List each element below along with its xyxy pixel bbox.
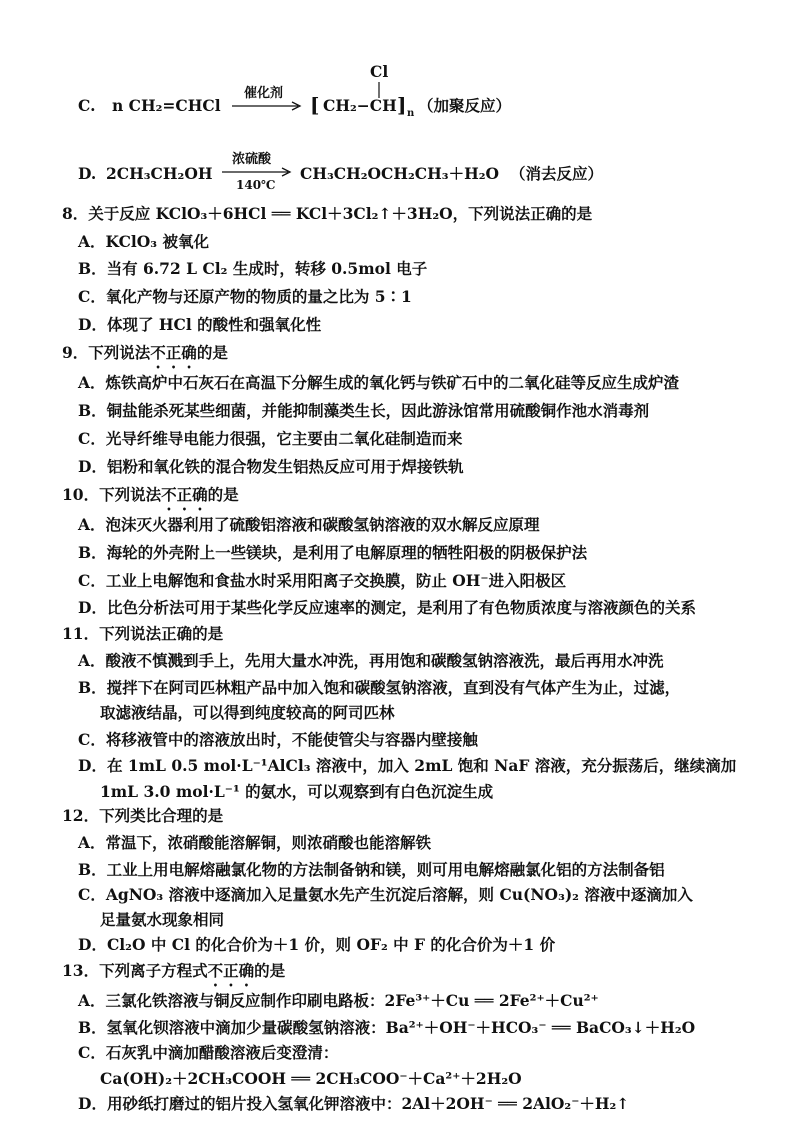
q12-option-c-line2: 足量氨水现象相同	[100, 910, 225, 929]
q7-option-c-polymer: CH₂−CH	[323, 96, 397, 115]
q13-stem-suffix: 的是	[254, 961, 286, 980]
q13-stem-emphasis: 不正确	[207, 961, 255, 980]
q11-option-c: C．将移液管中的溶液放出时，不能使管尖与容器内壁接触	[78, 730, 478, 749]
q7-option-c-bracket-close: ]	[397, 93, 407, 117]
q7-option-d-temperature: 140℃	[236, 178, 276, 192]
q7-option-c-subscript-n: n	[407, 108, 415, 119]
q11-option-b-line1: B．搅拌下在阿司匹林粗产品中加入饱和碳酸氢钠溶液，直到没有气体产生为止，过滤，	[78, 678, 681, 697]
q8-option-c: C．氧化产物与还原产物的物质的量之比为 5∶1	[78, 287, 412, 306]
q12-stem: 12．下列类比合理的是	[62, 806, 224, 825]
q13-option-d: D．用砂纸打磨过的铝片投入氢氧化钾溶液中：2Al＋2OH⁻ ══ 2AlO₂⁻＋H₂↑	[78, 1094, 630, 1113]
q13-stem	[62, 961, 285, 990]
q11-option-a: A．酸液不慎溅到手上，先用大量水冲洗，再用饱和碳酸氢钠溶液洗，最后再用水冲洗	[78, 651, 664, 670]
q12-option-c-line1: C．AgNO₃ 溶液中逐滴加入足量氨水先产生沉淀后溶解，则 Cu(NO₃)₂ 溶液中逐滴加入	[78, 885, 693, 904]
q9-stem-emphasis: 不正确	[150, 343, 197, 362]
q7-option-c-bracket-open: [	[310, 93, 320, 117]
q8-option-d: D．体现了 HCl 的酸性和强氧化性	[78, 315, 322, 334]
q10-option-d: D．比色分析法可用于某些化学反应速率的测定，是利用了有色物质浓度与溶液颜色的关系	[78, 598, 696, 617]
q8-option-b: B．当有 6.72 L Cl₂ 生成时，转移 0.5mol 电子	[78, 259, 428, 278]
q13-option-b: B．氢氧化钡溶液中滴加少量碳酸氢钠溶液：Ba²⁺＋OH⁻＋HCO₃⁻ ══ BaCO₃↓＋H₂O	[78, 1018, 696, 1037]
q9-option-b: B．铜盐能杀死某些细菌，并能抑制藻类生长，因此游泳馆常用硫酸铜作池水消毒剂	[78, 401, 650, 420]
q7-option-c-catalyst: 催化剂	[244, 86, 284, 101]
reaction-arrow-icon	[222, 166, 294, 178]
q7-option-c-chlorine: Cl	[370, 62, 389, 81]
q13-option-c-line1: C．石灰乳中滴加醋酸溶液后变澄清：	[78, 1043, 339, 1062]
q10-stem-suffix: 的是	[207, 485, 239, 504]
q9-option-c: C．光导纤维导电能力很强，它主要由二氧化硅制造而来	[78, 429, 463, 448]
q10-option-a: A．泡沫灭火器利用了硫酸铝溶液和碳酸氢钠溶液的双水解反应原理	[78, 515, 540, 534]
q10-stem	[62, 485, 239, 514]
q10-stem-emphasis: 不正确	[161, 485, 208, 504]
q11-option-d-line1: D．在 1mL 0.5 mol·L⁻¹AlCl₃ 溶液中，加入 2mL 饱和 NaF 溶液，充分振荡后，继续滴加	[78, 756, 737, 775]
q11-option-b-line2: 取滤液结晶，可以得到纯度较高的阿司匹林	[100, 703, 395, 722]
q11-option-d-line2: 1mL 3.0 mol·L⁻¹ 的氨水，可以观察到有白色沉淀生成	[100, 782, 494, 801]
q9-stem	[62, 343, 228, 372]
q7-option-d-reactant: 2CH₃CH₂OH	[106, 164, 213, 183]
q7-option-c-note: （加聚反应）	[418, 96, 512, 115]
q13-stem-prefix: 13．下列离子方程式	[62, 961, 208, 980]
q8-stem: 8．关于反应 KClO₃＋6HCl ══ KCl＋3Cl₂↑＋3H₂O，下列说法正确的是	[62, 204, 593, 223]
q12-option-d: D．Cl₂O 中 Cl 的化合价为＋1 价，则 OF₂ 中 F 的化合价为＋1 价	[78, 935, 556, 954]
q7-option-d-products: CH₃CH₂OCH₂CH₃＋H₂O	[300, 164, 500, 183]
q9-option-d: D．铝粉和氧化铁的混合物发生铝热反应可用于焊接铁轨	[78, 457, 464, 476]
q7-option-d-note: （消去反应）	[510, 164, 604, 183]
q8-option-a: A．KClO₃ 被氧化	[78, 232, 209, 251]
q10-option-b: B．海轮的外壳附上一些镁块，是利用了电解原理的牺牲阳极的阴极保护法	[78, 543, 588, 562]
reaction-arrow-icon	[232, 100, 304, 112]
q11-stem: 11．下列说法正确的是	[62, 624, 224, 643]
q12-option-b: B．工业上用电解熔融氯化物的方法制备钠和镁，则可用电解熔融氯化铝的方法制备铝	[78, 860, 665, 879]
q7-option-c-label: C.	[78, 96, 96, 115]
q9-stem-prefix: 9．下列说法	[62, 343, 151, 362]
q9-stem-suffix: 的是	[196, 343, 228, 362]
q9-option-a: A．炼铁高炉中石灰石在高温下分解生成的氧化钙与铁矿石中的二氧化硅等反应生成炉渣	[78, 373, 680, 392]
q13-option-c-line2: Ca(OH)₂＋2CH₃COOH ══ 2CH₃COO⁻＋Ca²⁺＋2H₂O	[100, 1069, 522, 1088]
q13-option-a: A．三氯化铁溶液与铜反应制作印刷电路板：2Fe³⁺＋Cu ══ 2Fe²⁺＋Cu²⁺	[78, 991, 599, 1010]
q7-option-c-reactant: n CH₂=CHCl	[112, 96, 221, 115]
q7-option-d-label: D.	[78, 164, 97, 183]
q12-option-a: A．常温下，浓硝酸能溶解铜，则浓硝酸也能溶解铁	[78, 833, 432, 852]
q7-option-d-reagent: 浓硫酸	[232, 152, 272, 167]
q10-option-c: C．工业上电解饱和食盐水时采用阳离子交换膜，防止 OH⁻进入阳极区	[78, 571, 567, 590]
q10-stem-prefix: 10．下列说法	[62, 485, 162, 504]
